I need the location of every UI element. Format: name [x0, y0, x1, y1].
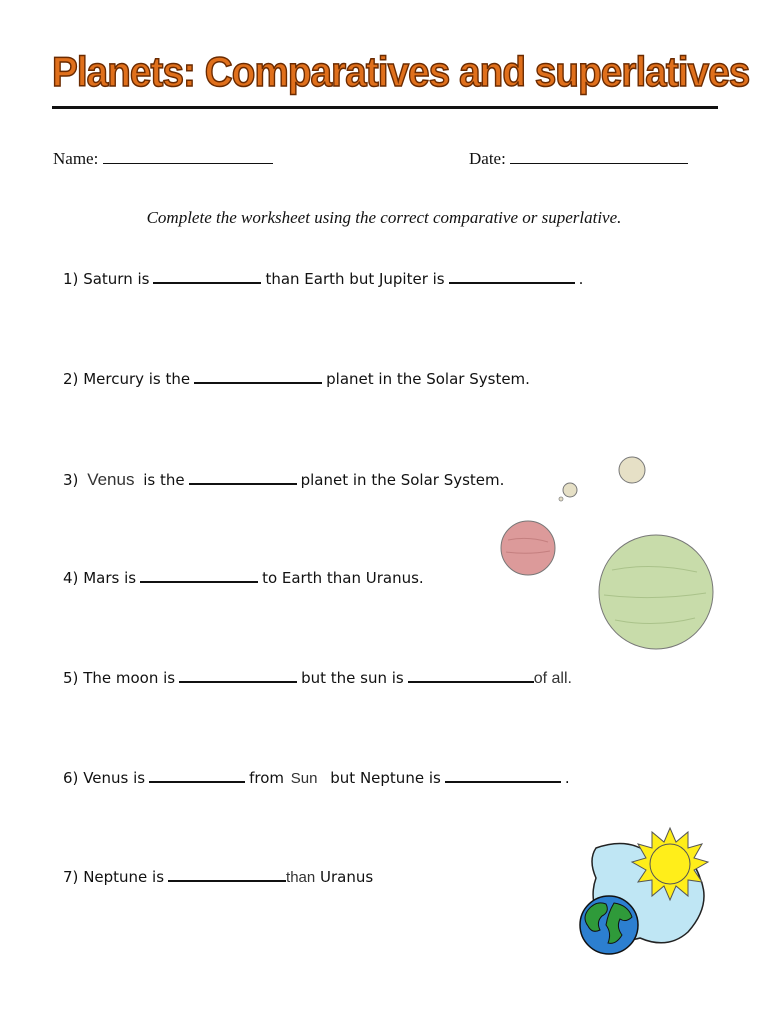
- question-number: 1): [63, 270, 79, 288]
- green-planet-icon: [599, 535, 713, 649]
- handwritten-answer: Sun: [290, 770, 318, 787]
- planet-cluster: [501, 457, 713, 649]
- small-moon-icon: [619, 457, 645, 483]
- question-number: 7): [63, 868, 79, 886]
- question-number: 5): [63, 669, 79, 687]
- question-number: 2): [63, 370, 79, 388]
- handwritten-answer: than: [286, 869, 316, 886]
- question-text: .: [564, 769, 570, 787]
- question-text: but the sun is: [301, 669, 404, 687]
- question-text: to Earth than Uranus.: [262, 569, 424, 587]
- red-planet-icon: [501, 521, 555, 575]
- question-text: The moon is: [83, 669, 176, 687]
- handwritten-answer: of all.: [533, 670, 572, 687]
- question-text: Venus is: [83, 769, 146, 787]
- tiny-moon-icon: [563, 483, 577, 497]
- earth-icon: [580, 896, 638, 954]
- question-text: from: [249, 769, 285, 787]
- page-title: Planets: Comparatives and superlatives: [52, 48, 750, 95]
- question-text: is the: [143, 471, 185, 489]
- name-label: Name:: [53, 149, 99, 168]
- question-text: Mars is: [83, 569, 137, 587]
- question-text: planet in the Solar System.: [300, 471, 505, 489]
- question-text: but Neptune is: [330, 769, 441, 787]
- question-text: Uranus: [320, 868, 374, 886]
- sun-earth-scene: [580, 828, 708, 954]
- handwritten-answer: Venus: [87, 470, 135, 489]
- question-text: Saturn is: [83, 270, 150, 288]
- question-text: Mercury is the: [83, 370, 191, 388]
- question-number: 3): [63, 471, 79, 489]
- question-number: 6): [63, 769, 79, 787]
- date-label: Date:: [469, 149, 506, 168]
- dot-moon-icon: [559, 497, 563, 501]
- question-text: .: [578, 270, 584, 288]
- question-text: than Earth but Jupiter is: [265, 270, 445, 288]
- question-number: 4): [63, 569, 79, 587]
- instructions: Complete the worksheet using the correct comparative or superlative.: [146, 208, 622, 227]
- question-text: planet in the Solar System.: [326, 370, 530, 388]
- question-text: Neptune is: [83, 868, 165, 886]
